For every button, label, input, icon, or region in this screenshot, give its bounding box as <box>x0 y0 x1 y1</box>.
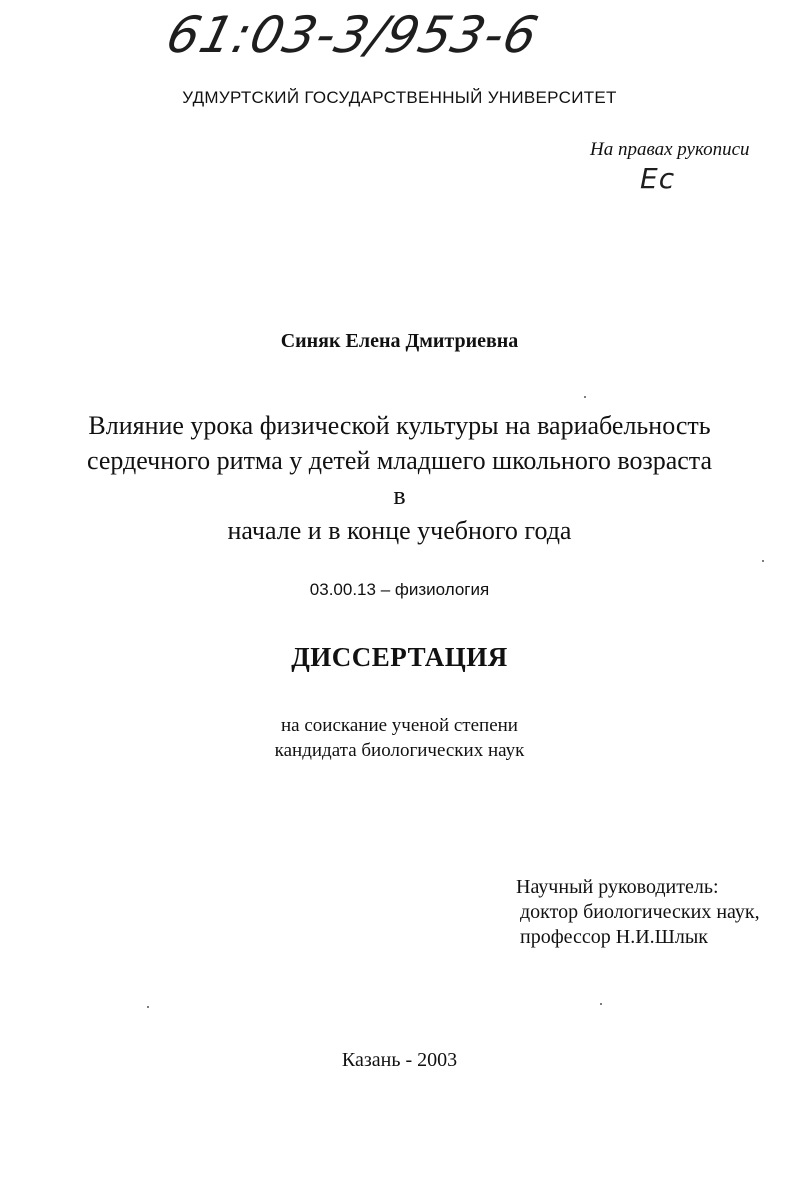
signature: Ес <box>640 162 676 195</box>
degree-line: кандидата биологических наук <box>274 740 525 761</box>
supervisor-block <box>516 875 760 950</box>
supervisor-name: профессор Н.И.Шлык <box>520 926 708 948</box>
specialty-code: 03.00.13 – физиология <box>309 580 490 599</box>
handwritten-catalog-number: 61:03-3/953-6 <box>160 6 545 64</box>
title-line: начале и в конце учебного года <box>227 516 572 545</box>
supervisor-label: Научный руководитель: <box>516 876 719 898</box>
author-name: Синяк Елена Дмитриевна <box>280 330 519 352</box>
degree-statement <box>0 713 799 763</box>
degree-line: на соискание ученой степени <box>281 715 518 736</box>
supervisor-degree: доктор биологических наук, <box>520 901 760 923</box>
title-line: сердечного ритма у детей младшего школьного возраста в <box>86 446 713 510</box>
document-type: ДИССЕРТАЦИЯ <box>291 642 508 672</box>
scan-speck <box>762 560 764 562</box>
rights-note: На правах рукописи <box>590 139 750 160</box>
university-name: УДМУРТСКИЙ ГОСУДАРСТВЕННЫЙ УНИВЕРСИТЕТ <box>182 88 617 107</box>
place-and-year: Казань - 2003 <box>341 1049 458 1071</box>
scan-speck <box>600 1003 602 1005</box>
dissertation-title <box>80 408 719 548</box>
scan-speck <box>584 396 586 398</box>
title-line: Влияние урока физической культуры на вариабельность <box>88 411 711 440</box>
scan-speck <box>147 1006 149 1008</box>
